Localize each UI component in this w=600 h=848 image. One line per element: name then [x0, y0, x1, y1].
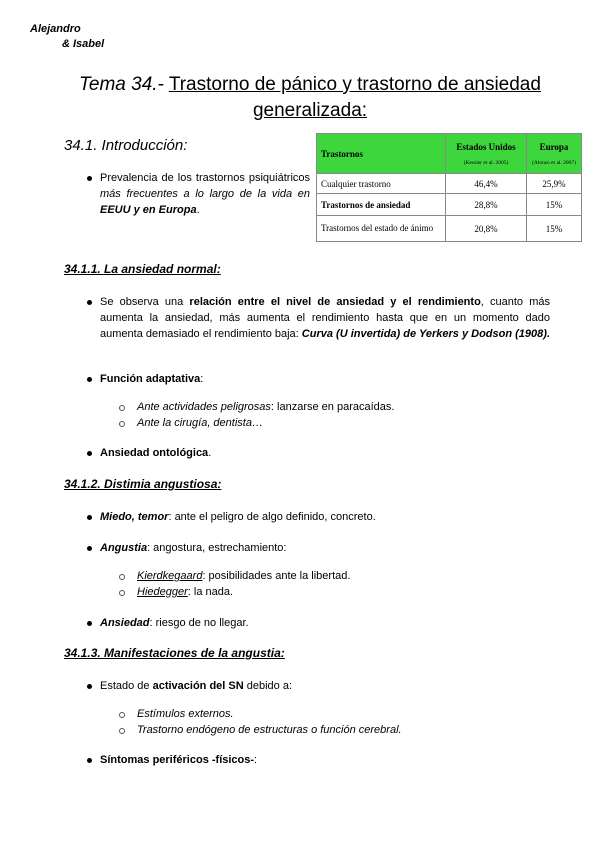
distimia-bullet-3: Ansiedad: riesgo de no llegar.	[100, 617, 249, 629]
bullet-icon	[87, 621, 92, 626]
bullet-icon	[87, 451, 92, 456]
bullet-icon	[87, 546, 92, 551]
table-row	[317, 216, 582, 242]
section-heading-manifestaciones: 34.1.3. Manifestaciones de la angustia:	[64, 646, 285, 660]
title-text-line1: Trastorno de pánico y trastorno de ansiedad	[168, 74, 541, 95]
bullet-icon	[87, 377, 92, 382]
bullet-icon	[87, 515, 92, 520]
bullet-icon	[87, 758, 92, 763]
table-cell-us: 46,4%	[446, 174, 527, 194]
table-header-trastornos: Trastornos	[317, 134, 446, 174]
table-header-us: Estados Unidos (Kessler et al. 2005)	[446, 134, 527, 174]
sub-bullet-icon	[119, 574, 125, 580]
table-cell-name: Cualquier trastorno	[317, 174, 446, 194]
bullet-icon	[87, 684, 92, 689]
section-heading-distimia: 34.1.2. Distimia angustiosa:	[64, 477, 222, 491]
table-cell-eu: 15%	[527, 216, 582, 242]
ansiedad-normal-bullet-1: Se observa una relación entre el nivel de ansiedad y el rendimiento, cuanto más aumenta la ansiedad, más aumenta el rendimiento hasta que en un momento dado aumenta demasiado el rendimiento baja: Curva (U invertida) de Yerkers y Dodson (1908).	[100, 296, 550, 340]
author-name-1: Alejandro	[30, 23, 81, 35]
title-text-line2: generalizada:	[252, 100, 368, 121]
manifestaciones-bullet-1: Estado de activación del SN debido a:	[100, 680, 293, 692]
ansiedad-normal-bullet-2: Función adaptativa:	[100, 373, 204, 385]
intro-bullet-text: Prevalencia de los trastornos psiquiátricos más frecuentes a lo largo de la vida en EEUU y en Europa.	[100, 172, 310, 216]
bullet-icon	[87, 300, 92, 305]
section-heading-ansiedad-normal: 34.1.1. La ansiedad normal:	[64, 262, 221, 276]
sub-bullet-icon	[119, 405, 125, 411]
ansiedad-normal-sub-1: Ante actividades peligrosas: lanzarse en paracaídas.	[137, 401, 395, 413]
sub-bullet-icon	[119, 728, 125, 734]
sub-bullet-icon	[119, 712, 125, 718]
table-cell-name: Trastornos de ansiedad	[317, 194, 446, 216]
table-cell-eu: 25,9%	[527, 174, 582, 194]
manifestaciones-bullet-2: Síntomas periféricos -físicos-:	[100, 754, 258, 766]
title-prefix: Tema 34.-	[79, 74, 164, 95]
table-row	[317, 174, 582, 194]
bullet-icon	[87, 176, 92, 181]
sub-bullet-icon	[119, 421, 125, 427]
manifestaciones-sub-2: Trastorno endógeno de estructuras o función cerebral.	[137, 724, 402, 736]
table-row	[317, 194, 582, 216]
ansiedad-normal-bullet-3: Ansiedad ontológica.	[100, 447, 212, 459]
distimia-sub-1: Kierdkegaard: posibilidades ante la libertad.	[137, 570, 351, 582]
manifestaciones-sub-1: Estímulos externos.	[137, 708, 234, 720]
distimia-bullet-1: Miedo, temor: ante el peligro de algo definido, concreto.	[100, 511, 376, 523]
table-cell-name: Trastornos del estado de ánimo	[317, 216, 446, 242]
prevalence-table	[316, 133, 582, 242]
page-title	[40, 72, 580, 124]
table-cell-eu: 15%	[527, 194, 582, 216]
section-heading-intro: 34.1. Introducción:	[64, 137, 188, 154]
author-name-2: & Isabel	[62, 38, 105, 50]
table-header-eu: Europa (Alonso et al. 2007)	[527, 134, 582, 174]
sub-bullet-icon	[119, 590, 125, 596]
distimia-sub-2: Hiedegger: la nada.	[137, 586, 234, 598]
table-cell-us: 20,8%	[446, 216, 527, 242]
table-cell-us: 28,8%	[446, 194, 527, 216]
distimia-bullet-2: Angustia: angostura, estrechamiento:	[100, 542, 287, 554]
ansiedad-normal-sub-2: Ante la cirugía, dentista…	[137, 417, 263, 429]
